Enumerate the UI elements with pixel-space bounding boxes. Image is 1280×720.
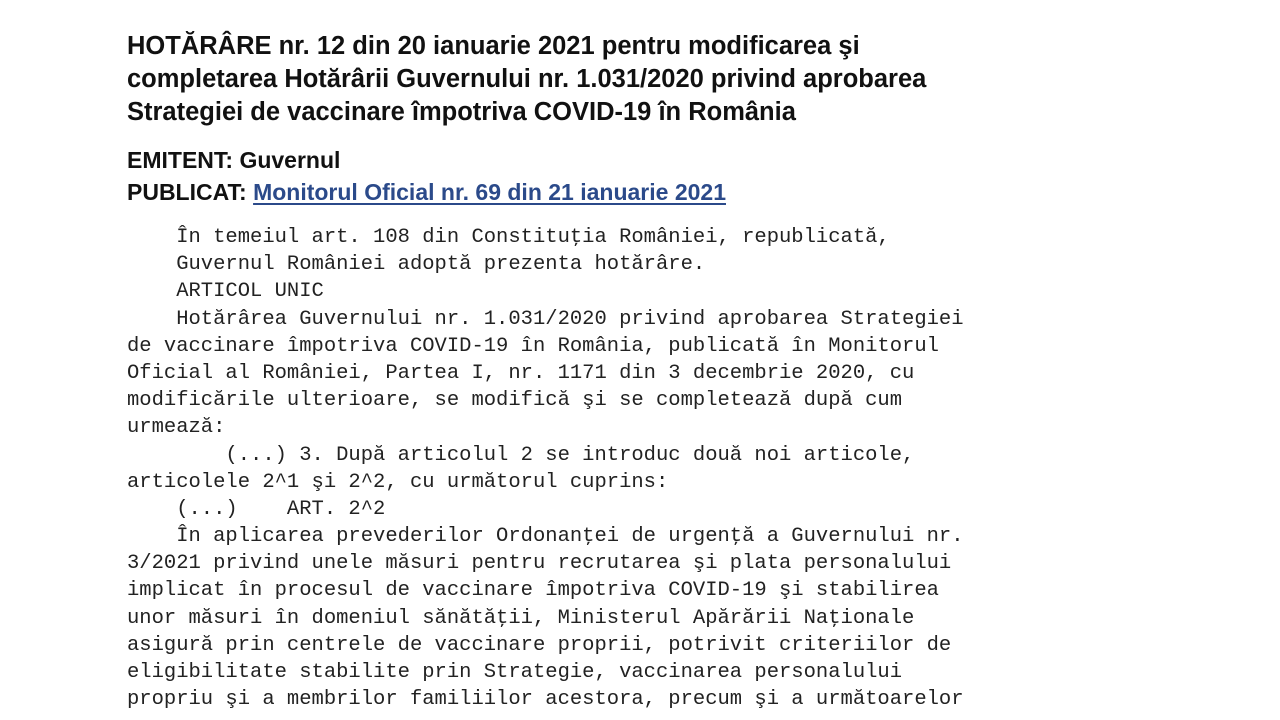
monitorul-oficial-link[interactable]: Monitorul Oficial nr. 69 din 21 ianuarie 2021 (253, 179, 726, 205)
body-line: implicat în procesul de vaccinare împotriva COVID-19 şi stabilirea (127, 579, 939, 603)
body-line: de vaccinare împotriva COVID-19 în România, publicată în Monitorul (127, 334, 939, 358)
body-line: unor măsuri în domeniul sănătăţii, Ministerul Apărării Naţionale (127, 606, 915, 630)
body-line: Guvernul României adoptă prezenta hotărâre. (127, 253, 706, 277)
document-meta (127, 144, 1247, 208)
publicat-label: PUBLICAT: (127, 179, 247, 205)
emitent-value: Guvernul (239, 147, 341, 173)
body-line: Hotărârea Guvernului nr. 1.031/2020 privind aprobarea Strategiei (127, 307, 964, 331)
body-line: În aplicarea prevederilor Ordonanţei de urgenţă a Guvernului nr. (127, 525, 964, 549)
publicat-line (127, 176, 1247, 208)
body-line: (...) 3. După articolul 2 se introduc două noi articole, (127, 443, 915, 467)
emitent-line (127, 144, 1247, 176)
document (127, 30, 1247, 713)
document-title: HOTĂRÂRE nr. 12 din 20 ianuarie 2021 pentru modificarea şi completarea Hotărârii Guvernului nr. 1.031/2020 privind aprobarea Strategiei de vaccinare împotriva COVID-19 în România (127, 32, 927, 126)
body-line: propriu şi a membrilor familiilor acestora, precum şi a următoarelor (127, 688, 964, 712)
body-line: Oficial al României, Partea I, nr. 1171 din 3 decembrie 2020, cu (127, 361, 915, 385)
body-line: modificările ulterioare, se modifică şi se completează după cum (127, 389, 903, 413)
body-line: eligibilitate stabilite prin Strategie, vaccinarea personalului (127, 661, 903, 684)
body-line: 3/2021 privind unele măsuri pentru recrutarea şi plata personalului (127, 552, 952, 576)
document-body (127, 224, 1247, 713)
emitent-label: EMITENT: (127, 147, 234, 173)
body-line: ARTICOL UNIC (127, 280, 324, 304)
body-line: În temeiul art. 108 din Constituţia României, republicată, (127, 226, 890, 249)
body-line: urmează: (127, 416, 226, 440)
body-line: articolele 2^1 şi 2^2, cu următorul cuprins: (127, 470, 669, 494)
body-line: (...) ART. 2^2 (127, 497, 386, 521)
body-line: asigură prin centrele de vaccinare proprii, potrivit criteriilor de (127, 633, 952, 657)
